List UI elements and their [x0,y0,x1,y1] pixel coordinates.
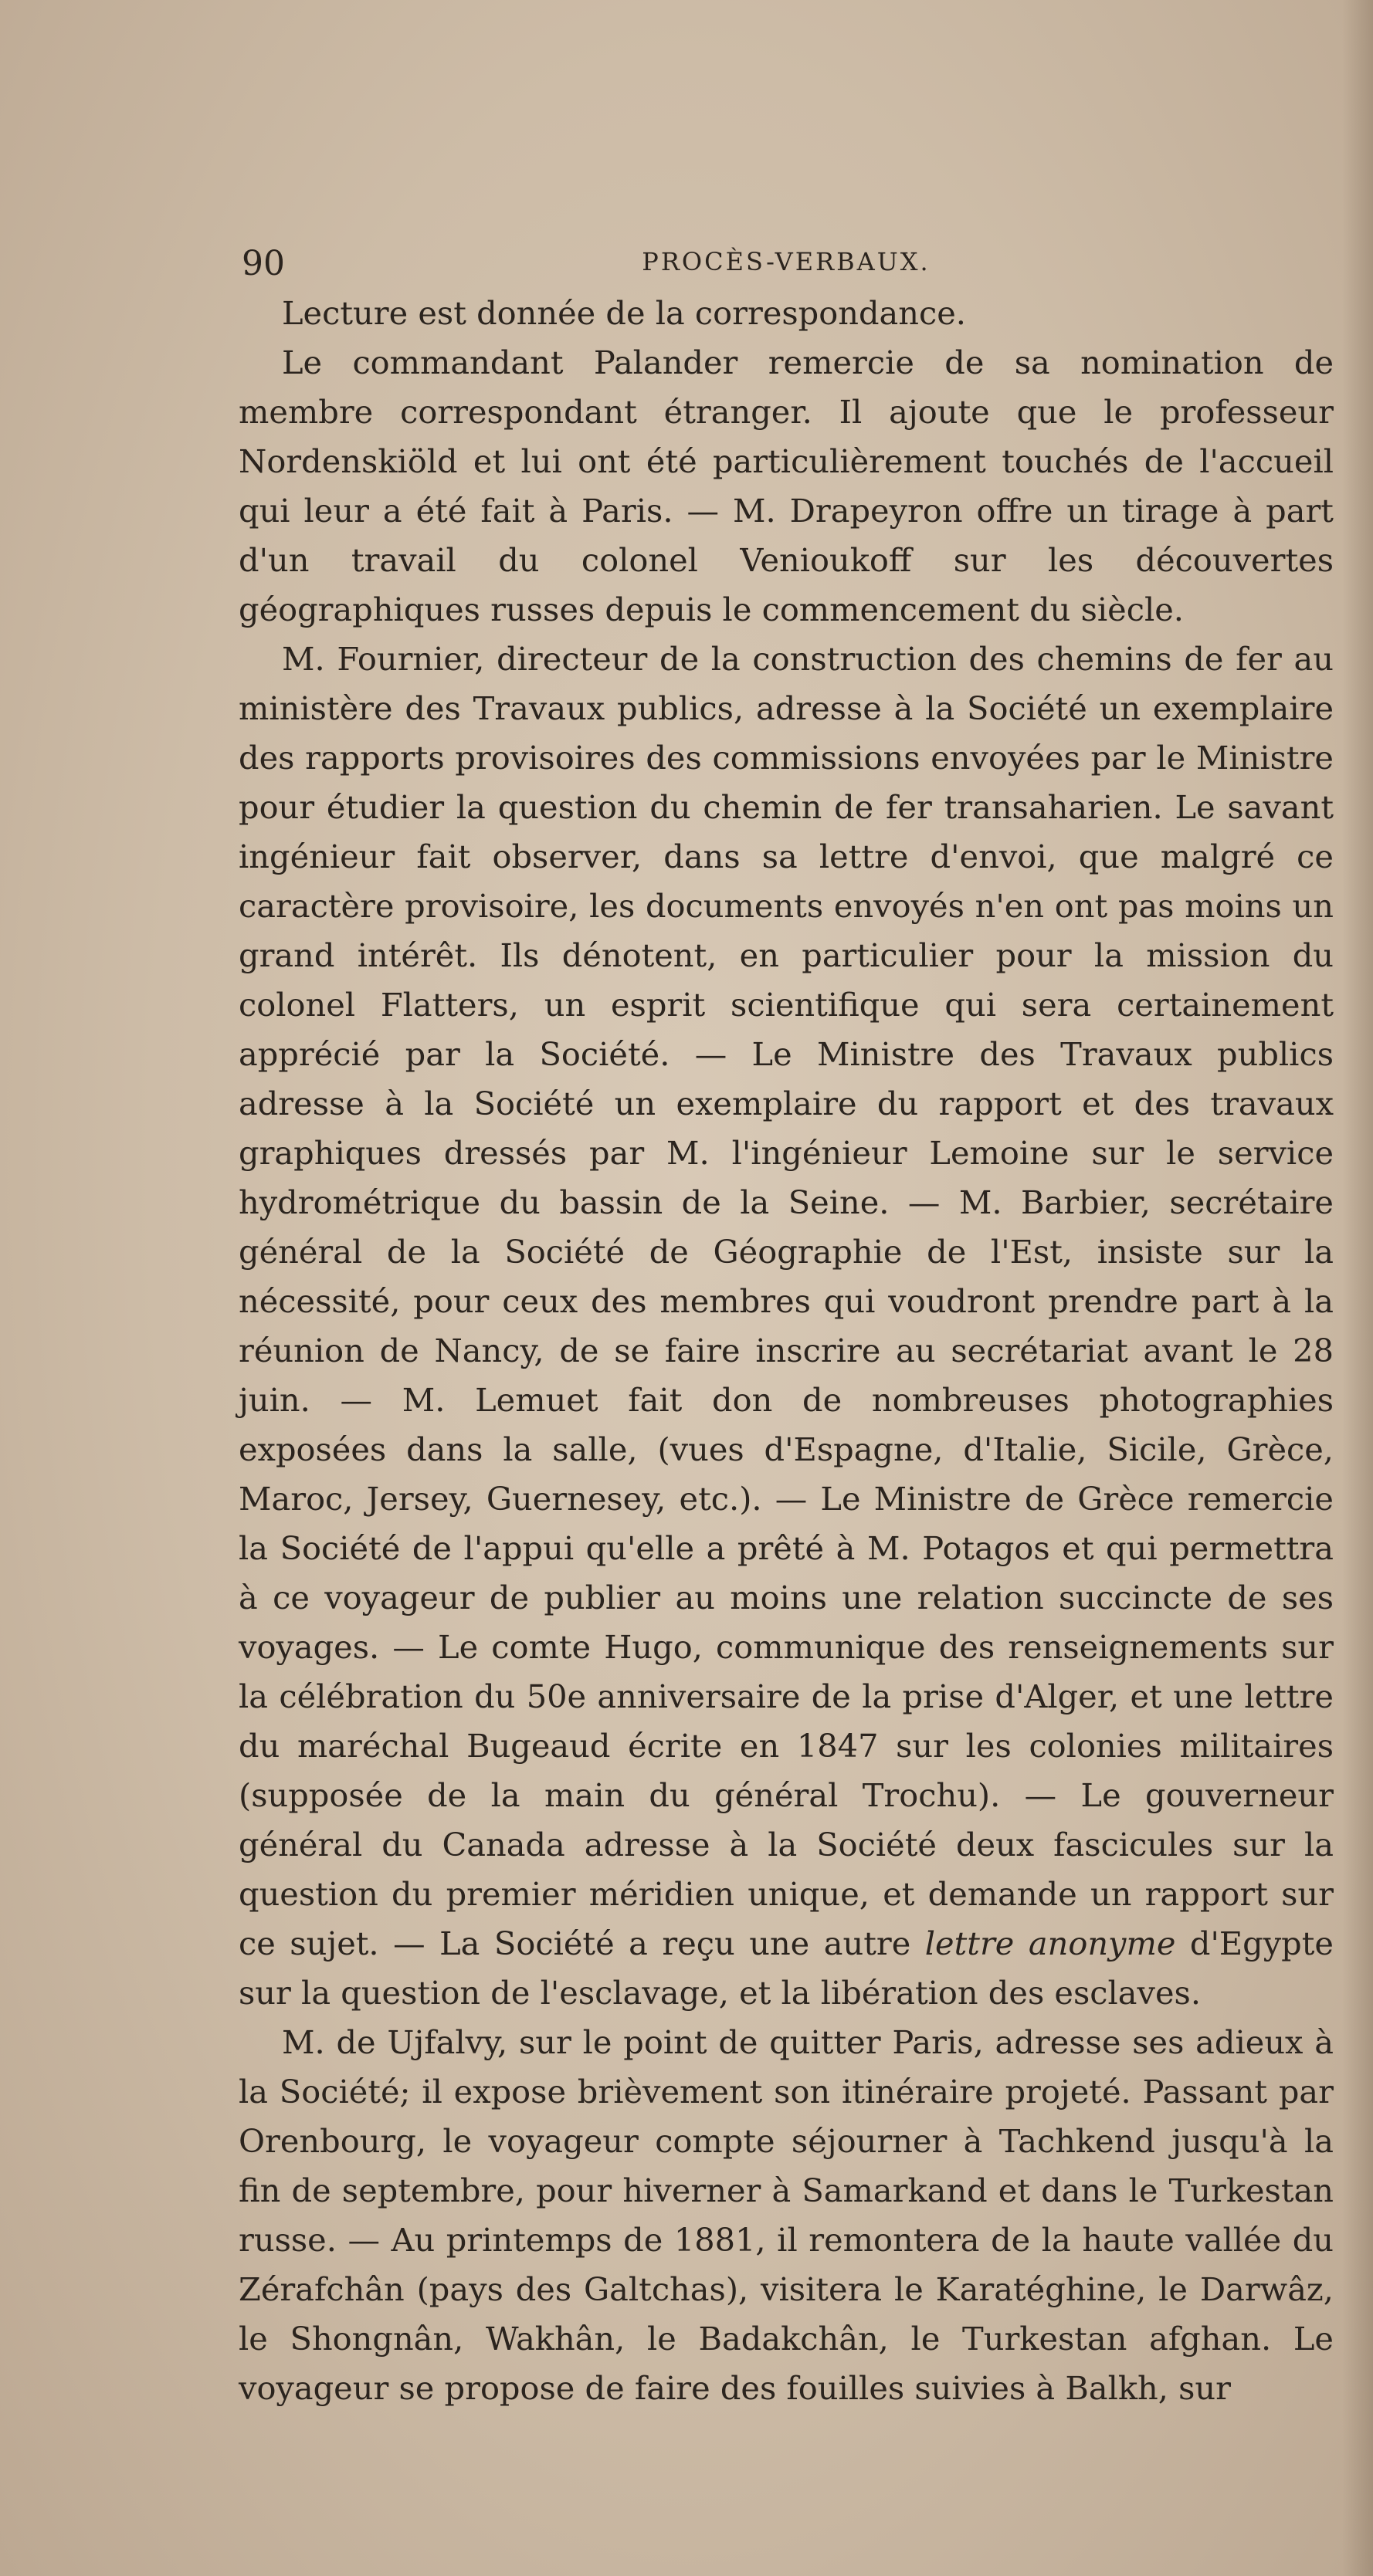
paragraph [239,289,1334,338]
paragraph-text: Le commandant Palander remercie de sa nomination de membre correspondant étranger. Il ajoute que le professeur Nordenskiöld et lui ont été particulièrement touchés de l'accueil qui leur a été fait à Paris. — M. Drapeyron offre un tirage à part d'un travail du colonel Venioukoff sur les découvertes géographiques russes depuis le commencement du siècle. [239,344,1334,628]
paragraph-text: M. Fournier, directeur de la construction des chemins de fer au ministère des Travaux publics, adresse à la Société un exemplaire des rapports provisoires des commissions envoyées par le Ministre pour étudier la question du chemin de fer transaharien. Le savant ingénieur fait observer, dans sa lettre d'envoi, que malgré ce caractère provisoire, les documents envoyés n'en ont pas moins un grand intérêt. Ils dénotent, en particulier pour la mission du colonel Flatters, un esprit scientifique qui sera certainement apprécié par la Société. — Le Ministre des Travaux publics adresse à la Société un exemplaire du rapport et des travaux graphiques dressés par M. l'ingénieur Lemoine sur le service hydrométrique du bassin de la Seine. — M. Barbier, secrétaire général de la Société de Géographie de l'Est, insiste sur la nécessité, pour ceux des membres qui voudront prendre part à la réunion de Nancy, de se faire inscrire au secrétariat avant le 28 juin. — M. Lemuet fait don de nombreuses photographies exposées dans la salle, (vues d'Espagne, d'Italie, Sicile, Grèce, Maroc, Jersey, Guernesey, etc.). — Le Ministre de Grèce remercie la Société de l'appui qu'elle a prêté à M. Potagos et qui permettra à ce voyageur de publier au moins une relation succincte de ses voyages. — Le comte Hugo, communique des renseignements sur la célébration du 50e anniversaire de la prise d'Alger, et une lettre du maréchal Bugeaud écrite en 1847 sur les colonies militaires (supposée de la main du général Trochu). — Le gouverneur général du Canada adresse à la Société deux fascicules sur la question du premier méridien unique, et demande un rapport sur ce sujet. — La Société a reçu une autre [239,640,1334,1962]
paragraph-text: Lecture est donnée de la correspondance. [282,294,966,332]
italic-text: lettre anonyme [924,1924,1176,1962]
paragraph [239,338,1334,635]
paragraph [239,2018,1334,2413]
page-header [239,228,1334,283]
running-title: PROCÈS-VERBAUX. [642,247,931,276]
paragraph-text: d'Egypte sur la question de l'esclavage, et la libération des esclaves. [239,1924,1334,2012]
text-block [239,228,1334,2413]
page-edge-shadow [1342,0,1373,2576]
paragraph [239,635,1334,2018]
page-number: 90 [242,244,285,283]
paragraph-text: M. de Ujfalvy, sur le point de quitter Paris, adresse ses adieux à la Société; il expose brièvement son itinéraire projeté. Passant par Orenbourg, le voyageur compte séjourner à Tachkend jusqu'à la fin de septembre, pour hiverner à Samarkand et dans le Turkestan russe. — Au printemps de 1881, il remontera de la haute vallée du Zérafchân (pays des Galtchas), visitera le Karatéghine, le Darwâz, le Shongnân, Wakhân, le Badakchân, le Turkestan afghan. Le voyageur se propose de faire des fouilles suivies à Balkh, sur [239,2023,1334,2407]
body-text [239,289,1334,2413]
